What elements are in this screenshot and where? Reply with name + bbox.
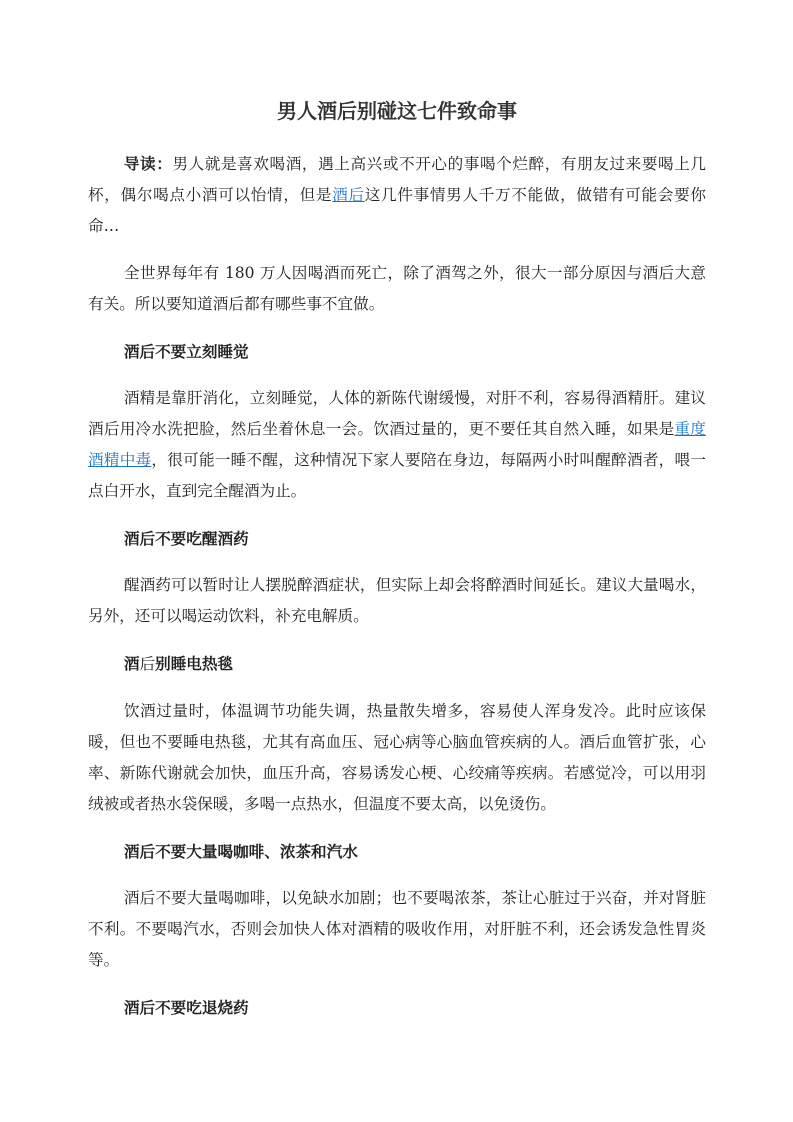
heading-3-b: 后 bbox=[139, 655, 156, 673]
intro-text-end: 这几件事情男人千万不能做，做错有可能会要你命… bbox=[88, 186, 706, 235]
section-1-text bbox=[88, 383, 706, 507]
link-alcohol-poisoning[interactable]: 重度酒精中毒 bbox=[88, 420, 706, 469]
intro-paragraph bbox=[88, 148, 706, 242]
section-heading-1: 酒后不要立刻睡觉 bbox=[123, 342, 249, 361]
section-3-text: 饮酒过量时，体温调节功能失调，热量散失增多，容易使人浑身发冷。此时应该保暖，但也不要睡电热毯，尤其有高血压、冠心病等心脑血管疾病的人。酒后血管扩张，心率、新陈代谢就会加快，血压升高，容易诱发心梗、心绞痛等疾病。若感觉冷，可以用羽绒被或者热水袋保暖，多喝一点热水，但温度不要太高，以免烫伤。 bbox=[88, 702, 706, 813]
section-1-text-a: 酒精是靠肝消化，立刻睡觉，人体的新陈代谢缓慢，对肝不利，容易得酒精肝。建议酒后用冷水洗把脸，然后坐着休息一会。饮酒过量的，更不要任其自然入睡，如果是 bbox=[88, 389, 706, 438]
link-jiuhou[interactable]: 酒后 bbox=[332, 186, 365, 204]
document-title: 男人酒后别碰这七件致命事 bbox=[277, 99, 517, 123]
section-heading-2: 酒后不要吃醒酒药 bbox=[123, 529, 249, 548]
section-heading-4: 酒后不要大量喝咖啡、浓茶和汽水 bbox=[123, 842, 358, 861]
intro-text: 男人就是喜欢喝酒，遇上高兴或不开心的事喝个烂醉，有朋友过来要喝上几杯，偶尔喝点小酒可以怡情，但是 bbox=[88, 155, 706, 204]
section-1-text-b: ，很可能一睡不醒，这种情况下家人要陪在身边，每隔两小时叫醒醉酒者，喂一点白开水，直到完全醒酒为止。 bbox=[88, 451, 706, 500]
intro-label: 导读： bbox=[123, 154, 173, 173]
section-2-text: 醒酒药可以暂时让人摆脱醉酒症状，但实际上却会将醉酒时间延长。建议大量喝水，另外，还可以喝运动饮料，补充电解质。 bbox=[88, 576, 706, 625]
heading-3-a: 酒 bbox=[123, 654, 140, 673]
section-4-text: 酒后不要大量喝咖啡，以免缺水加剧；也不要喝浓茶，茶让心脏过于兴奋，并对肾脏不利。不要喝汽水，否则会加快人体对酒精的吸收作用，对肝脏不利，还会诱发急性胃炎等。 bbox=[88, 889, 706, 969]
section-heading-5: 酒后不要吃退烧药 bbox=[123, 998, 249, 1017]
document-page bbox=[88, 96, 706, 1039]
heading-3-c: 别睡电热毯 bbox=[155, 654, 234, 673]
section-heading-3 bbox=[88, 648, 706, 680]
paragraph-1: 全世界每年有 180 万人因喝酒而死亡，除了酒驾之外，很大一部分原因与酒后大意有关。所以要知道酒后都有哪些事不宜做。 bbox=[88, 264, 706, 313]
